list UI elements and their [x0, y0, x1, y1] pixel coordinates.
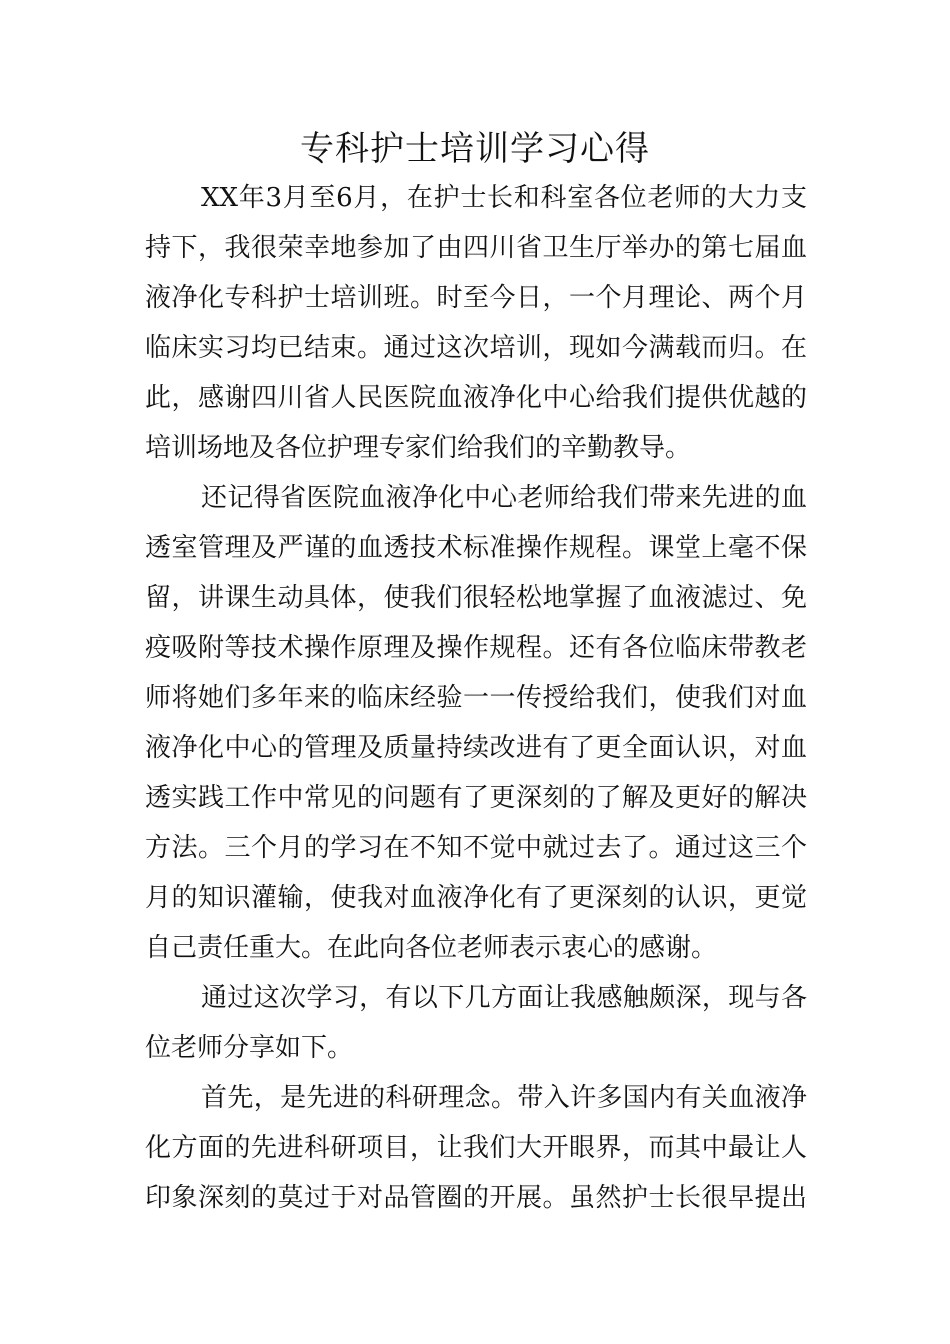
paragraph-3-line-2: 位老师分享如下。: [145, 1033, 354, 1063]
paragraph-2-line-4: 疫吸附等技术操作原理及操作规程。还有各位临床带教老: [145, 633, 807, 663]
document-title: 专科护士培训学习心得: [300, 129, 650, 169]
paragraph-4-line-2: 化方面的先进科研项目，让我们大开眼界，而其中最让人: [145, 1133, 807, 1163]
paragraph-4-line-1: 首先，是先进的科研理念。带入许多国内有关血液净: [201, 1083, 807, 1113]
paragraph-1-line-3: 液净化专科护士培训班。时至今日，一个月理论、两个月: [145, 283, 807, 313]
paragraph-2-line-7: 透实践工作中常见的问题有了更深刻的了解及更好的解决: [145, 783, 807, 813]
paragraph-1-line-4: 临床实习均已结束。通过这次培训，现如今满载而归。在: [145, 333, 807, 363]
paragraph-3-line-1: 通过这次学习，有以下几方面让我感触颇深，现与各: [201, 983, 807, 1013]
paragraph-2-line-3: 留，讲课生动具体，使我们很轻松地掌握了血液滤过、免: [145, 583, 807, 613]
document-body: [145, 173, 807, 1223]
paragraph-2-line-2: 透室管理及严谨的血透技术标准操作规程。课堂上毫不保: [145, 533, 807, 563]
paragraph-1-line-6: 培训场地及各位护理专家们给我们的辛勤教导。: [145, 433, 692, 463]
paragraph-2-line-6: 液净化中心的管理及质量持续改进有了更全面认识，对血: [145, 733, 807, 763]
paragraph-1-line-5: 此，感谢四川省人民医院血液净化中心给我们提供优越的: [145, 383, 807, 413]
paragraph-2-line-5: 师将她们多年来的临床经验一一传授给我们，使我们对血: [145, 683, 807, 713]
paragraph-1-line-2: 持下，我很荣幸地参加了由四川省卫生厅举办的第七届血: [145, 233, 807, 263]
paragraph-2-line-8: 方法。三个月的学习在不知不觉中就过去了。通过这三个: [145, 833, 807, 863]
paragraph-2-line-9: 月的知识灌输，使我对血液净化有了更深刻的认识，更觉: [145, 883, 807, 913]
paragraph-4-line-3: 印象深刻的莫过于对品管圈的开展。虽然护士长很早提出: [145, 1183, 807, 1213]
paragraph-2-line-10: 自己责任重大。在此向各位老师表示衷心的感谢。: [145, 933, 718, 963]
paragraph-2-line-1: 还记得省医院血液净化中心老师给我们带来先进的血: [201, 483, 807, 513]
paragraph-1-line-1: XX年3月至6月，在护士长和科室各位老师的大力支: [201, 183, 807, 213]
